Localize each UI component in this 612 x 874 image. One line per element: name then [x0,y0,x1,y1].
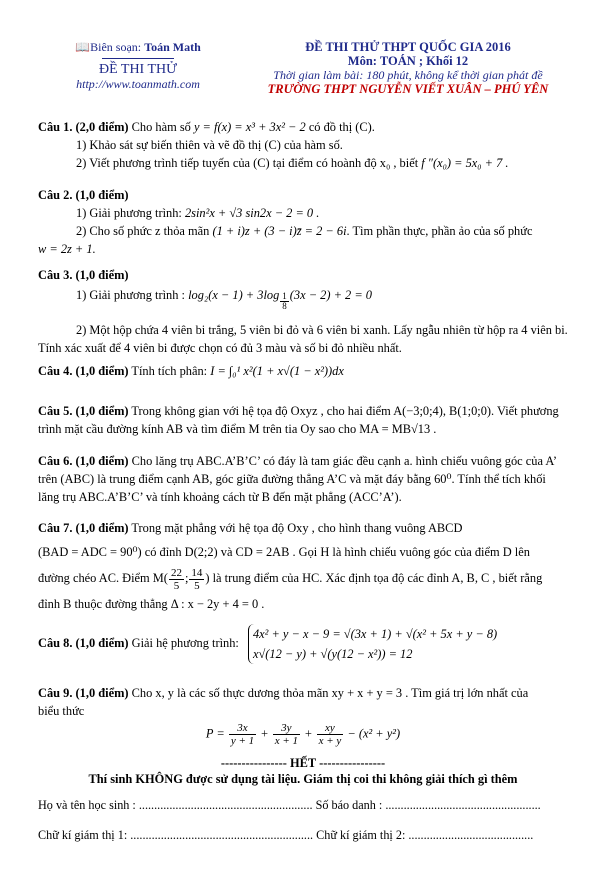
fraction [280,292,289,311]
fraction [273,722,300,747]
question-part [38,204,568,222]
school-name: TRƯỜNG THPT NGUYỄN VIẾT XUÂN – PHÚ YÊN [267,82,549,96]
question-text: 2) Cho số phức z thỏa mãn [76,224,210,238]
question-7 [38,516,568,616]
question-label: Câu 9. (1,0 điểm) [38,686,129,700]
student-info-line: Họ và tên học sinh : ......................................................... Số báo danh : ................................................... [38,798,541,812]
question-2 [38,186,568,258]
math-expression: 2sin²x + √3 sin2x − 2 = 0 . [184,206,320,220]
math-expression: (3x − 2) + 2 = 0 [289,288,372,302]
math-expression: (1 + i)z + (3 − i)z̄ = 2 − 6i [212,224,347,238]
question-text: (BAD = ADC = 90⁰) có đỉnh D(2;2) và CD = 2AB . Gọi H là hình chiếu vuông góc của điểm D lên [38,545,530,559]
math-expression: log₂(x − 1) + 3log [188,288,280,302]
fraction-denominator: y + 1 [230,735,255,747]
expression-p: P = $\frac{3x}{y + 1}$ + $\frac{3y}{x + 1}$ + $\frac{xy}{x + y}$ − (x² + y²) [205,722,401,747]
question-part [38,286,568,311]
fraction-denominator: x + 1 [274,735,299,747]
question-part [38,222,568,240]
question-text: biểu thức [38,704,85,718]
fraction [317,722,344,747]
doc-title: ĐỀ THI THỬ [98,62,177,77]
end-marker: ---------------- HẾT ---------------- [220,756,386,770]
question-text: Cho hàm số [131,120,191,134]
fraction-numerator: 14 [191,566,203,579]
editor-prefix: Biên soạn: [90,40,142,54]
question-part [38,154,568,172]
question-label: Câu 3. (1,0 điểm) [38,268,129,282]
math-expression: I = ∫₀¹ x²(1 + x√(1 − x²))dx [210,364,344,378]
question-text: 1) Giải phương trình: [76,206,182,220]
divider [102,58,174,59]
fraction [229,722,256,747]
question-6 [38,452,568,506]
question-text: Trong không gian với hệ tọa độ Oxyz , cho hai điểm A(−3;0;4), B(1;0;0). Viết phương trình mặt cầu đường kính AB và tìm điểm M trên tia Oy sao cho MA = MB√13 . [38,404,559,436]
fraction [189,567,204,592]
math-expression: P = [205,726,225,741]
question-3 [38,266,568,357]
question-label: Câu 6. (1,0 điểm) [38,454,129,468]
question-text: Cho lăng trụ ABC.A’B’C’ có đáy là tam giác đều cạnh a. hình chiếu vuông góc của A’ trên (ABC) là trung điểm cạnh AB, góc giữa đường thẳng A’C và mặt đáy bằng 60⁰. Tính thể tích khối lăng trụ ABC.A’B’C’ và tính khoảng cách từ B đến mặt phẳng (ACC’A’). [38,454,557,504]
question-text: đỉnh B thuộc đường thẳng Δ : x − 2y + 4 = 0 . [38,596,265,611]
question-text: có đồ thị (C). [308,120,375,134]
question-text: Cho x, y là các số thực dương thỏa mãn xy + x + y = 3 . Tìm giá trị lớn nhất của [131,686,529,700]
question-8 [38,624,568,664]
editor-line [58,40,218,55]
fraction-numerator: 1 [282,291,287,301]
math-expression: w = 2z + 1. [38,242,96,256]
fraction-numerator: xy [317,722,344,735]
fraction-numerator: 22 [170,566,182,579]
question-label: Câu 2. (1,0 điểm) [38,188,129,202]
question-label: Câu 8. (1,0 điểm) [38,635,129,650]
fraction-denominator: 5 [194,579,200,592]
fraction-denominator: 8 [282,301,287,311]
website-link[interactable]: http://www.toanmath.com [76,77,200,91]
fraction-numerator: 3y [273,722,300,735]
time-line: Thời gian làm bài: 180 phút, không kể thời gian phát đề [273,68,543,82]
question-text: 2) Viết phương trình tiếp tuyến của (C) tại điểm có hoành độ x₀ , biết [76,156,419,170]
question-4 [38,362,568,380]
subject-line: Môn: TOÁN ; Khối 12 [347,54,469,68]
fraction [169,567,184,592]
exam-title: ĐỀ THI THỬ THPT QUỐC GIA 2016 [305,40,511,54]
question-text: Giải hệ phương trình: [131,635,239,650]
book-icon: 📖 [75,40,91,54]
question-text: Trong mặt phẳng với hệ tọa độ Oxy , cho hình thang vuông ABCD [131,521,463,535]
equation-1: 4x² + y − x − 9 = √(3x + 1) + √(x² + 5x + y − 8) [252,627,498,641]
question-part: 1) Khảo sát sự biến thiên và vẽ đồ thị (C) của hàm số. [76,138,343,152]
question-label: Câu 5. (1,0 điểm) [38,404,129,418]
question-9 [38,684,568,747]
question-text: Tính tích phân: [131,364,208,378]
fraction-denominator: 5 [173,579,180,592]
header-right [258,40,558,96]
signature-line: Chữ kí giám thị 1: ............................................................ Chữ kí giám thị 2: ......................................... [38,828,534,842]
question-text: . Tìm phần thực, phần ảo của số phức [346,224,533,238]
math-expression: f ″(x₀) = 5x₀ + 7 . [421,156,509,170]
math-expression: y = f(x) = x³ + 3x² − 2 [193,120,306,134]
editor-name: Toán Math [144,40,201,54]
header-left [58,40,218,92]
equation-system [248,624,497,664]
question-label: Câu 4. (1,0 điểm) [38,364,129,378]
math-expression: − (x² + y²) [347,726,401,741]
fraction-denominator: x + y [318,735,342,747]
question-text: đường chéo AC. Điểm M( $\frac{22}{5}$ ; $\frac{14}{5}$ ) là trung điểm của HC. Xác định tọa độ các đỉnh A, B, C , biết rằng [38,566,543,592]
question-text: 1) Giải phương trình : [76,288,185,302]
question-text: ) là trung điểm của HC. Xác định tọa độ các đỉnh A, B, C , biết rằng [205,571,543,585]
question-part: 2) Một hộp chứa 4 viên bi trắng, 5 viên bi đỏ và 6 viên bi xanh. Lấy ngẫu nhiên từ hộp ra 4 viên bi. Tính xác xuất để 4 viên bi được chọn có đủ 3 màu và số bi đỏ nhiều nhất. [38,323,568,355]
equation-2: x√(12 − y) + √(y(12 − x²)) = 12 [252,647,413,661]
question-text: đường chéo AC. Điểm M( [38,571,168,585]
fraction-numerator: 3x [229,722,256,735]
question-1 [38,118,568,172]
question-label: Câu 7. (1,0 điểm) [38,521,129,535]
question-5 [38,402,568,438]
exam-note: Thí sinh KHÔNG được sử dụng tài liệu. Giám thị coi thi không giải thích gì thêm [88,772,518,786]
question-label: Câu 1. (2,0 điểm) [38,120,129,134]
